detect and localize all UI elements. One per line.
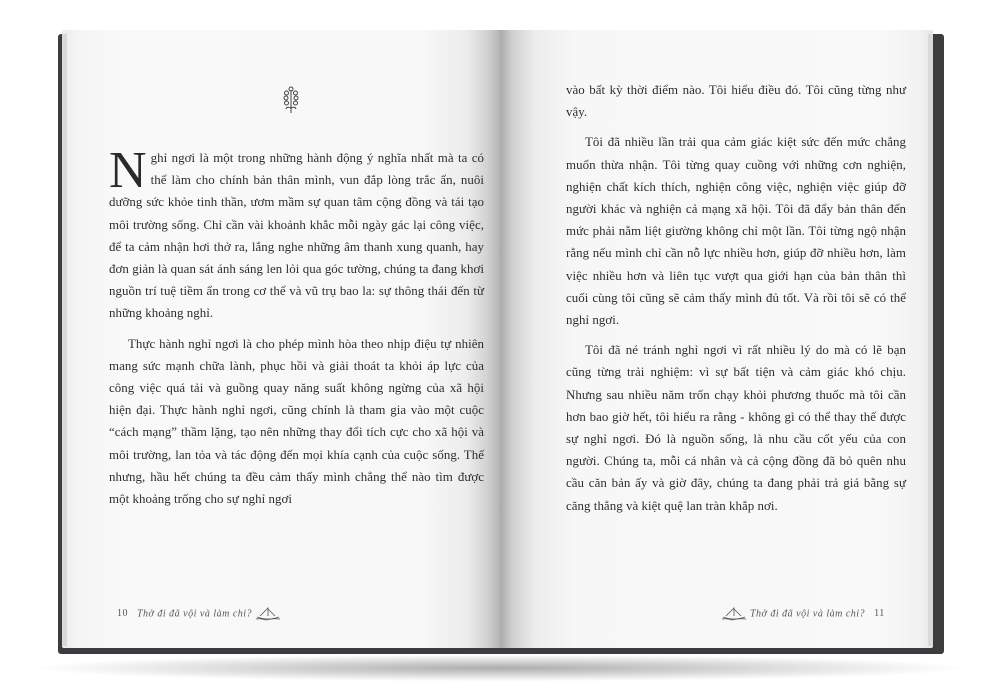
left-page [62, 30, 500, 648]
left-paragraph-1 [109, 142, 484, 325]
boat-icon [255, 608, 281, 619]
right-running-title: Thở đi đã vội và làm chi? [750, 608, 866, 620]
left-paragraph-1-text: ghỉ ngơi là một trong những hành động ý nghĩa nhất mà ta có thể làm cho chính bản thân mình, vun đắp lòng trắc ẩn, nuôi dưỡng sức khỏe tinh thần, ươm mầm sự quan tâm cộng đồng và tái tạo môi trường sống. Chỉ cần vài khoảnh khắc mỗi ngày gác lại công việc, để ta cảm nhận hơi thở ra, lắng nghe những âm thanh xung quanh, hay đơn giản là quan sát ánh sáng len lỏi qua góc tường, chúng ta đang khơi nguồn trí tuệ tiềm ẩn trong cơ thể và vũ trụ bao la: sự thông thái đến từ những khoảng nghỉ. [109, 151, 484, 321]
right-paragraph-1: vào bất kỳ thời điểm nào. Tôi hiểu điều đó. Tôi cũng từng như vậy. [566, 83, 906, 120]
right-paragraph-3: Tôi đã né tránh nghỉ ngơi vì rất nhiều lý do mà có lẽ bạn cũng từng trải nghiệm: vì sự bất tiện và cảm giác khó chịu. Nhưng sau nhiều năm trốn chạy khỏi phương thuốc mà tôi cần hơn bao giờ hết, tôi hiểu ra rằng - không gì có thể thay thế được sự nghỉ ngơi. Đó là nguồn sống, là nhu cầu cốt yếu của con người. Chúng ta, mỗi cá nhân và cả cộng đồng đã bỏ quên nhu cầu căn bản ấy và giờ đây, chúng ta đang phải trả giá bằng sự căng thẳng và kiệt quệ lan tràn khắp nơi. [566, 343, 906, 513]
right-page-edges [928, 34, 933, 646]
flower-sprig-icon [282, 86, 300, 119]
left-page-number: 10 [117, 608, 128, 620]
drop-cap: N [109, 142, 147, 199]
right-paragraph-2: Tôi đã nhiều lần trải qua cảm giác kiệt sức đến mức chẳng muốn thừa nhận. Tôi từng quay cuồng với những cơn nghiện, nghiện chất kích thích, nghiện công việc, nghiện việc giúp đỡ người khác và nghiện cả mạng xã hội. Tôi đã đẩy bản thân đến mức phải nằm liệt giường không chỉ một lần. Tôi từng ngộ nhận rằng nếu mình chỉ cần nỗ lực nhiều hơn, giúp đỡ nhiều hơn, làm việc nhiều hơn và liên tục vượt qua giới hạn của bản thân thì cuối cùng tôi cũng sẽ cảm thấy mình đủ tốt. Và rồi tôi sẽ có thể nghỉ ngơi. [566, 135, 906, 328]
right-body-text [566, 79, 906, 517]
left-paragraph-2: Thực hành nghỉ ngơi là cho phép mình hòa theo nhịp điệu tự nhiên mang sức mạnh chữa lành, phục hồi và giải thoát ta khỏi áp lực của công việc quá tải và guồng quay năng suất không ngừng của xã hội hiện đại. Thực hành nghỉ ngơi, cũng chính là tham gia vào một cuộc “cách mạng” thầm lặng, tạo nên những thay đổi tích cực cho xã hội và môi trường, lan tỏa và tác động đến mọi khía cạnh của cuộc sống. Thế nhưng, hầu hết chúng ta đều cảm thấy mình chẳng thể nào tìm được một khoảng trống cho sự nghỉ ngơi [109, 336, 484, 507]
right-page [500, 30, 933, 648]
right-page-number: 11 [874, 608, 885, 620]
boat-icon [721, 608, 750, 619]
right-footer [721, 607, 885, 621]
left-body-text [109, 142, 484, 510]
left-footer [117, 607, 281, 621]
book-shadow [40, 655, 960, 681]
left-running-title: Thở đi đã vội và làm chi? [137, 608, 253, 620]
left-page-edges [62, 34, 67, 646]
